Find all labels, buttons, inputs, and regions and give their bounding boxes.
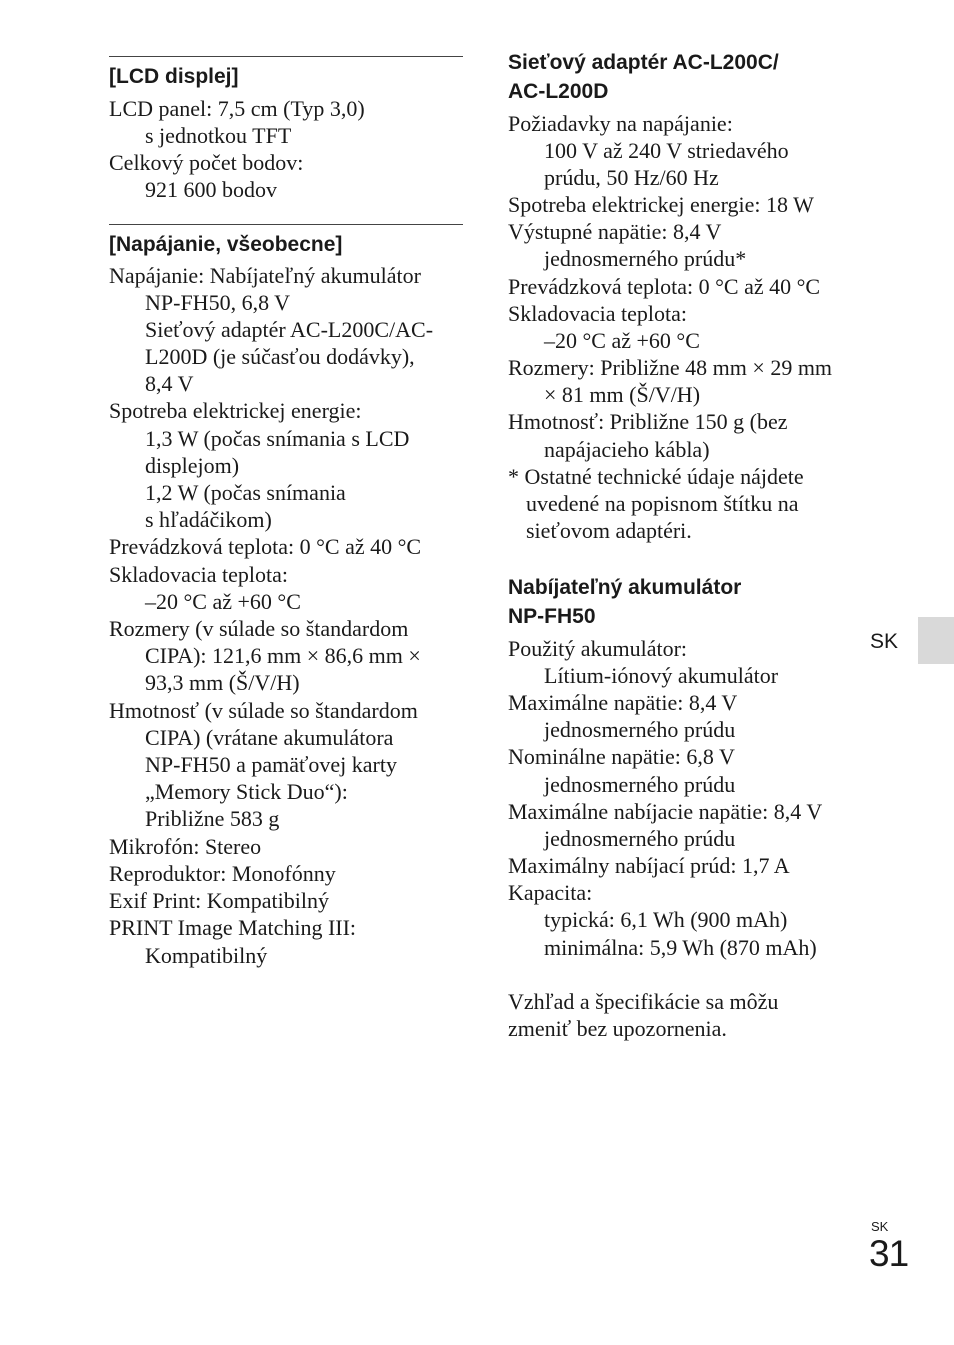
spec-line: 100 V až 240 V striedavého <box>544 138 789 163</box>
adapter-heading: Sieťový adaptér AC-L200C/ <box>508 51 779 74</box>
spec-line: Sieťový adaptér AC-L200C/AC- <box>145 317 434 342</box>
spec-line: Prevádzková teplota: 0 °C až 40 °C <box>508 274 821 299</box>
spec-line: Kompatibilný <box>145 943 268 968</box>
page-language-code: SK <box>871 1219 889 1234</box>
spec-line: Maximálny nabíjací prúd: 1,7 A <box>508 853 790 878</box>
spec-line: napájacieho kábla) <box>544 437 710 462</box>
spec-line: Nominálne napätie: 6,8 V <box>508 744 735 769</box>
spec-line: jednosmerného prúdu <box>544 772 736 797</box>
spec-line: 8,4 V <box>145 371 194 396</box>
spec-line: „Memory Stick Duo“): <box>145 779 348 804</box>
spec-line: Spotreba elektrickej energie: <box>109 398 362 423</box>
language-tab <box>918 617 954 664</box>
spec-line: L200D (je súčasťou dodávky), <box>145 344 415 369</box>
disclaimer-line: Vzhľad a špecifikácie sa môžu <box>508 989 779 1014</box>
spec-line: prúdu, 50 Hz/60 Hz <box>544 165 719 190</box>
language-tab-label: SK <box>870 630 899 653</box>
footnote-line: * Ostatné technické údaje nájdete <box>508 464 804 489</box>
spec-line: 1,3 W (počas snímania s LCD <box>145 426 410 451</box>
spec-line: Požiadavky na napájanie: <box>508 111 733 136</box>
spec-line: Prevádzková teplota: 0 °C až 40 °C <box>109 534 422 559</box>
spec-line: Rozmery (v súlade so štandardom <box>109 616 409 641</box>
spec-line: Skladovacia teplota: <box>109 562 288 587</box>
spec-line: –20 °C až +60 °C <box>544 328 700 353</box>
spec-line: Hmotnosť (v súlade so štandardom <box>109 698 418 723</box>
spec-line: NP-FH50 a pamäťovej karty <box>145 752 397 777</box>
spec-line: minimálna: 5,9 Wh (870 mAh) <box>544 935 817 960</box>
spec-line: LCD panel: 7,5 cm (Typ 3,0) <box>109 96 365 121</box>
disclaimer-line: zmeniť bez upozornenia. <box>508 1016 727 1041</box>
spec-line: 93,3 mm (Š/V/H) <box>145 670 300 695</box>
spec-line: s hľadáčikom) <box>145 507 272 532</box>
spec-line: 1,2 W (počas snímania <box>145 480 346 505</box>
spec-line: Maximálne napätie: 8,4 V <box>508 690 738 715</box>
spec-line: –20 °C až +60 °C <box>145 589 301 614</box>
spec-line: PRINT Image Matching III: <box>109 915 357 940</box>
footnote-line: sieťovom adaptéri. <box>526 518 692 543</box>
spec-line: s jednotkou TFT <box>145 123 292 148</box>
spec-line: Skladovacia teplota: <box>508 301 687 326</box>
spec-line: Hmotnosť: Približne 150 g (bez <box>508 409 788 434</box>
lcd-heading: [LCD displej] <box>109 65 239 88</box>
spec-line: Približne 583 g <box>145 806 280 831</box>
spec-line: Napájanie: Nabíjateľný akumulátor <box>109 263 421 288</box>
spec-line: Mikrofón: Stereo <box>109 834 262 859</box>
spec-line: Exif Print: Kompatibilný <box>109 888 329 913</box>
battery-heading: NP-FH50 <box>508 605 596 628</box>
footnote-line: uvedené na popisnom štítku na <box>526 491 799 516</box>
spec-line: Kapacita: <box>508 880 593 905</box>
spec-line: Spotreba elektrickej energie: 18 W <box>508 192 814 217</box>
spec-line: Rozmery: Približne 48 mm × 29 mm <box>508 355 833 380</box>
spec-line: displejom) <box>145 453 240 478</box>
spec-line: jednosmerného prúdu* <box>544 246 747 271</box>
spec-line: 921 600 bodov <box>145 177 277 202</box>
spec-line: Celkový počet bodov: <box>109 150 304 175</box>
spec-line: Lítium-iónový akumulátor <box>544 663 779 688</box>
adapter-heading: AC-L200D <box>508 80 609 103</box>
spec-line: Použitý akumulátor: <box>508 636 688 661</box>
spec-line: NP-FH50, 6,8 V <box>145 290 291 315</box>
page-number: 31 <box>869 1233 909 1274</box>
spec-line: Maximálne nabíjacie napätie: 8,4 V <box>508 799 823 824</box>
battery-heading: Nabíjateľný akumulátor <box>508 576 742 599</box>
spec-line: typická: 6,1 Wh (900 mAh) <box>544 907 788 932</box>
spec-line: jednosmerného prúdu <box>544 717 736 742</box>
spec-line: CIPA): 121,6 mm × 86,6 mm × <box>145 643 421 668</box>
spec-line: jednosmerného prúdu <box>544 826 736 851</box>
power-heading: [Napájanie, všeobecne] <box>109 233 343 256</box>
spec-line: Výstupné napätie: 8,4 V <box>508 219 722 244</box>
spec-line: Reproduktor: Monofónny <box>109 861 336 886</box>
section-divider <box>109 224 463 225</box>
spec-line: CIPA) (vrátane akumulátora <box>145 725 394 750</box>
spec-line: × 81 mm (Š/V/H) <box>544 382 701 407</box>
section-divider <box>109 56 463 57</box>
